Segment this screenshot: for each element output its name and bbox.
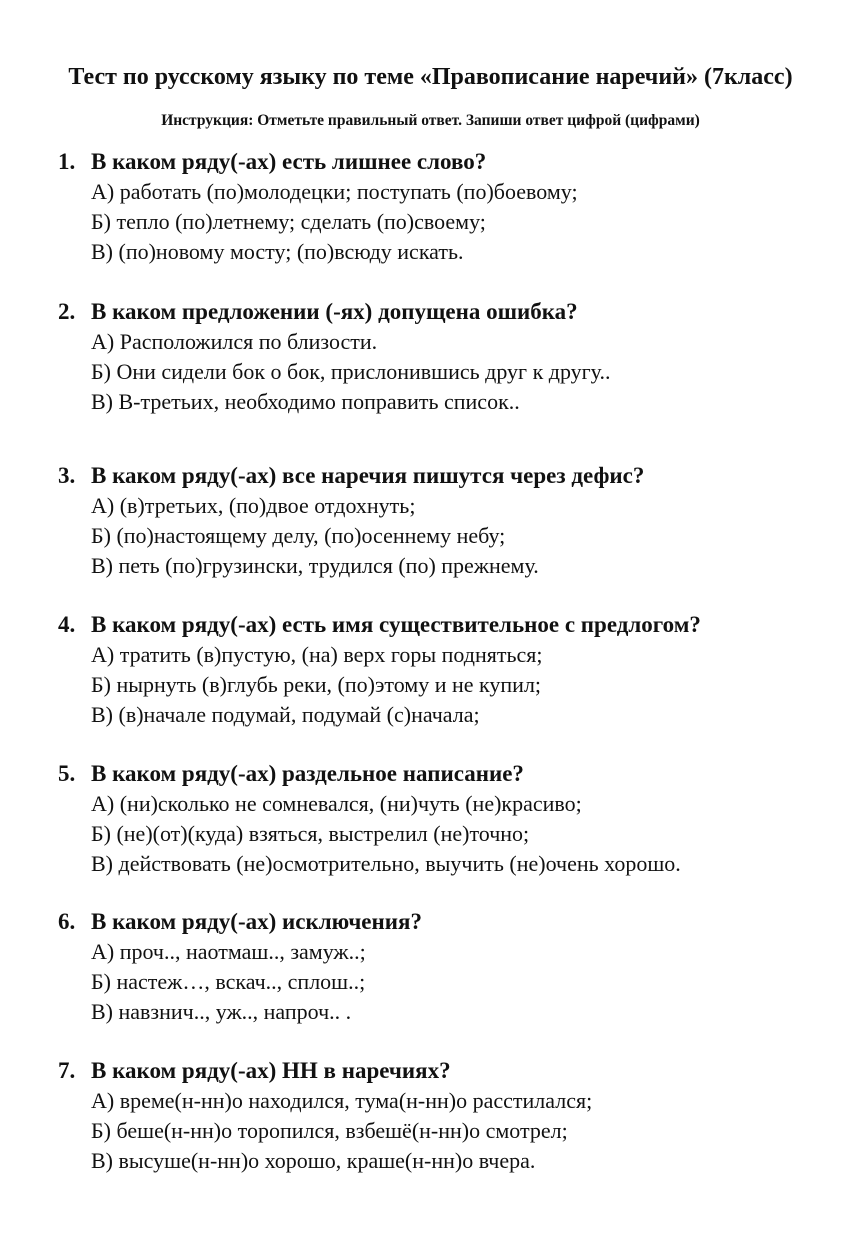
answer-option-a: А) проч.., наотмаш.., замуж..;: [91, 939, 366, 964]
question-heading: [58, 147, 858, 177]
question-6: [58, 907, 858, 1027]
question-number: 4.: [58, 612, 76, 637]
question-number: 3.: [58, 463, 76, 488]
question-number: 2.: [58, 299, 76, 324]
answer-option-b: Б) (не)(от)(куда) взяться, выстрелил (не)точно;: [91, 821, 530, 846]
answer-option-b: Б) беше(н-нн)о торопился, взбешё(н-нн)о смотрел;: [91, 1118, 568, 1143]
question-text: В каком предложении (-ях) допущена ошибка?: [91, 299, 578, 324]
question-number: 7.: [58, 1058, 76, 1083]
answer-option-a: А) тратить (в)пустую, (на) верх горы подняться;: [91, 642, 543, 667]
question-heading: [58, 461, 858, 491]
question-4: [58, 610, 858, 730]
answer-option-a: А) (в)третьих, (по)двое отдохнуть;: [91, 493, 416, 518]
question-7: [58, 1056, 858, 1176]
question-text: В каком ряду(-ах) есть лишнее слово?: [91, 149, 487, 174]
answer-option-c: В) (по)новому мосту; (по)всюду искать.: [91, 239, 464, 264]
question-number: 1.: [58, 149, 76, 174]
answer-option-a: А) Расположился по близости.: [91, 329, 378, 354]
instruction-text: Инструкция: Отметьте правильный ответ. Запиши ответ цифрой (цифрами): [161, 112, 700, 129]
question-text: В каком ряду(-ах) исключения?: [91, 909, 422, 934]
question-number: 5.: [58, 761, 76, 786]
answer-option-b: Б) Они сидели бок о бок, прислонившись друг к другу..: [91, 359, 611, 384]
answer-option-b: Б) тепло (по)летнему; сделать (по)своему;: [91, 209, 486, 234]
question-5: [58, 759, 858, 879]
answer-option-c: В) (в)начале подумай, подумай (с)начала;: [91, 702, 480, 727]
answer-option-c: В) В-третьих, необходимо поправить список..: [91, 389, 520, 414]
question-3: [58, 461, 858, 581]
answer-option-a: А) работать (по)молодецки; поступать (по)боевому;: [91, 179, 578, 204]
answer-option-b: Б) (по)настоящему делу, (по)осеннему небу;: [91, 523, 506, 548]
question-text: В каком ряду(-ах) все наречия пишутся через дефис?: [91, 463, 645, 488]
question-text: В каком ряду(-ах) НН в наречиях?: [91, 1058, 451, 1083]
question-1: [58, 147, 858, 267]
answer-option-b: Б) нырнуть (в)глубь реки, (по)этому и не купил;: [91, 672, 542, 697]
question-heading: [58, 610, 858, 640]
question-text: В каком ряду(-ах) раздельное написание?: [91, 761, 524, 786]
answer-option-c: В) высуше(н-нн)о хорошо, краше(н-нн)о вчера.: [91, 1148, 536, 1173]
answer-option-c: В) действовать (не)осмотрительно, выучить (не)очень хорошо.: [91, 851, 681, 876]
answer-option-a: А) време(н-нн)о находился, тума(н-нн)о расстилался;: [91, 1088, 593, 1113]
page-title: Тест по русскому языку по теме «Правописание наречий» (7класс): [68, 64, 793, 90]
question-2: [58, 297, 858, 417]
question-number: 6.: [58, 909, 76, 934]
question-heading: [58, 907, 858, 937]
question-text: В каком ряду(-ах) есть имя существительное с предлогом?: [91, 612, 701, 637]
answer-option-a: А) (ни)сколько не сомневался, (ни)чуть (не)красиво;: [91, 791, 582, 816]
answer-option-c: В) навзнич.., уж.., напроч.. .: [91, 999, 352, 1024]
question-heading: [58, 1056, 858, 1086]
question-heading: [58, 297, 858, 327]
question-heading: [58, 759, 858, 789]
answer-option-b: Б) настеж…, вскач.., сплош..;: [91, 969, 366, 994]
answer-option-c: В) петь (по)грузински, трудился (по) прежнему.: [91, 553, 539, 578]
